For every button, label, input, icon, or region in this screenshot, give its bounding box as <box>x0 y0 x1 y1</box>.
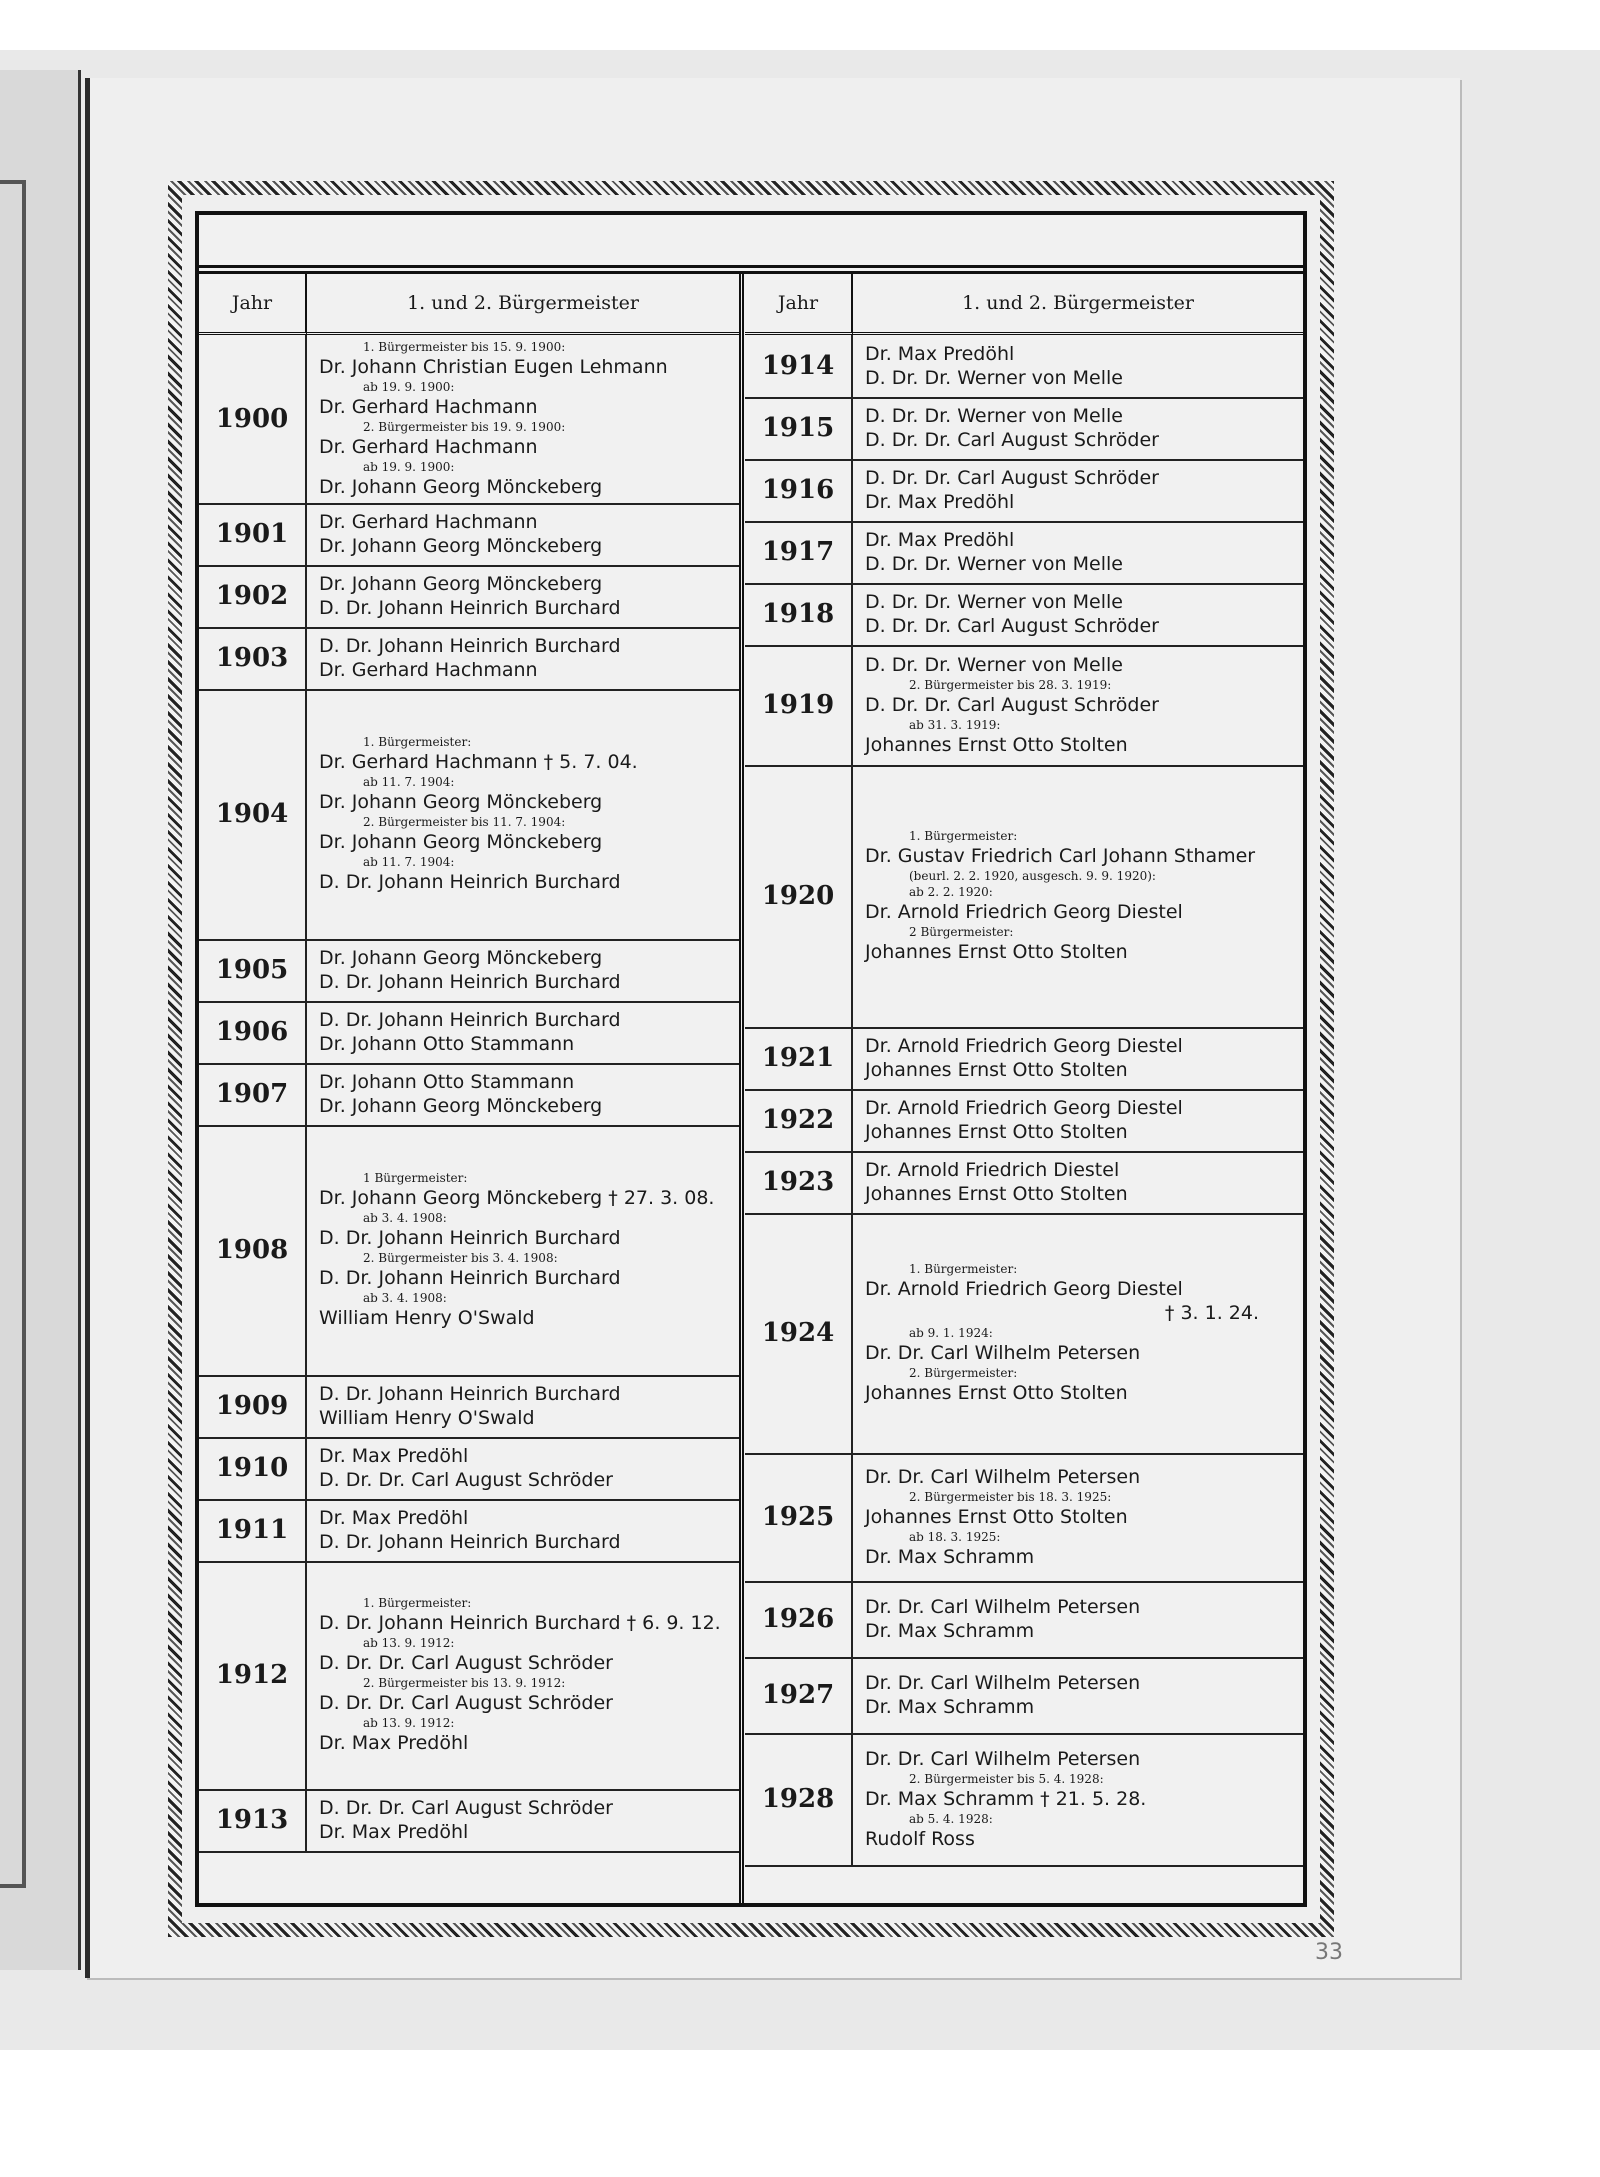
mayor-name: Johannes Ernst Otto Stolten <box>865 941 1128 963</box>
year-cell: 1911 <box>199 1499 307 1561</box>
mayor-name: Dr. Dr. Carl Wilhelm Petersen <box>865 1342 1141 1364</box>
mayor-name: D. Dr. Johann Heinrich Burchard <box>319 871 621 893</box>
year-cell: 1918 <box>745 583 853 645</box>
mayor-name: Dr. Johann Georg Mönckeberg <box>319 791 603 813</box>
mayors-cell <box>865 1657 1299 1733</box>
mayor-name: D. Dr. Dr. Carl August Schröder <box>865 467 1159 489</box>
mayors-cell <box>319 627 735 689</box>
table-row <box>199 565 739 629</box>
mayors-cell <box>865 583 1299 645</box>
year-cell: 1904 <box>199 689 307 939</box>
mayors-cell <box>319 1001 735 1063</box>
mayor-name: Dr. Max Schramm <box>865 1546 1035 1568</box>
year-cell: 1914 <box>745 335 853 397</box>
mayor-name: William Henry O'Swald <box>319 1407 535 1429</box>
mayor-name: D. Dr. Dr. Carl August Schröder <box>319 1692 613 1714</box>
table-row <box>199 1063 739 1127</box>
mayor-name: D. Dr. Johann Heinrich Burchard <box>319 1009 621 1031</box>
title-band <box>199 215 1303 268</box>
mayor-name: Dr. Johann Georg Mönckeberg <box>319 831 603 853</box>
year-cell: 1919 <box>745 645 853 765</box>
table-row <box>745 521 1303 585</box>
date-note: 2. Bürgermeister bis 13. 9. 1912: <box>363 1676 566 1690</box>
table-row <box>745 1213 1303 1455</box>
mayors-cell <box>865 521 1299 583</box>
mayor-name: D. Dr. Dr. Carl August Schröder <box>865 615 1159 637</box>
table-row <box>745 1151 1303 1215</box>
mayors-column-header: 1. und 2. Bürgermeister <box>853 274 1303 335</box>
mayor-name: Dr. Dr. Carl Wilhelm Petersen <box>865 1596 1141 1618</box>
mayor-name: Dr. Arnold Friedrich Georg Diestel <box>865 1278 1183 1300</box>
mayor-name: Johannes Ernst Otto Stolten <box>865 1121 1128 1143</box>
mayor-name: D. Dr. Johann Heinrich Burchard <box>319 1227 621 1249</box>
mayor-name: D. Dr. Dr. Werner von Melle <box>865 367 1123 389</box>
mayor-name: D. Dr. Dr. Werner von Melle <box>865 553 1123 575</box>
mayor-name: Dr. Gerhard Hachmann <box>319 659 538 681</box>
mayor-name: Dr. Johann Georg Mönckeberg <box>319 1095 603 1117</box>
year-column-header: Jahr <box>745 274 853 335</box>
date-note: (beurl. 2. 2. 1920, ausgesch. 9. 9. 1920): <box>909 869 1156 883</box>
mayors-cell <box>319 1063 735 1125</box>
table-row <box>745 1733 1303 1867</box>
year-cell: 1927 <box>745 1657 853 1733</box>
mayor-name: Dr. Max Predöhl <box>865 529 1015 551</box>
date-note: 1. Bürgermeister: <box>909 829 1018 843</box>
mayors-cell <box>319 689 735 939</box>
mayor-name: Dr. Max Predöhl <box>319 1732 469 1754</box>
date-note: 2. Bürgermeister: <box>909 1366 1018 1380</box>
mayor-name: D. Dr. Johann Heinrich Burchard <box>319 971 621 993</box>
mayor-name: Dr. Gerhard Hachmann <box>319 436 538 458</box>
mayors-cell <box>865 1581 1299 1657</box>
mayor-name: Dr. Arnold Friedrich Georg Diestel <box>865 1035 1183 1057</box>
year-cell: 1917 <box>745 521 853 583</box>
year-cell: 1902 <box>199 565 307 627</box>
year-cell: 1908 <box>199 1125 307 1375</box>
year-cell: 1926 <box>745 1581 853 1657</box>
mayor-name: D. Dr. Dr. Carl August Schröder <box>319 1469 613 1491</box>
mayors-cell <box>319 1125 735 1375</box>
table-row <box>199 1561 739 1791</box>
date-note: 1. Bürgermeister: <box>909 1262 1018 1276</box>
date-note: 2. Bürgermeister bis 18. 3. 1925: <box>909 1490 1112 1504</box>
year-cell: 1909 <box>199 1375 307 1437</box>
year-cell: 1906 <box>199 1001 307 1063</box>
year-cell: 1922 <box>745 1089 853 1151</box>
mayor-name: D. Dr. Dr. Werner von Melle <box>865 591 1123 613</box>
mayor-name: Dr. Gustav Friedrich Carl Johann Sthamer <box>865 845 1256 867</box>
table-row <box>199 1001 739 1065</box>
mayor-name: D. Dr. Dr. Carl August Schröder <box>319 1797 613 1819</box>
mayor-name: Dr. Johann Georg Mönckeberg † 27. 3. 08. <box>319 1187 715 1209</box>
mayor-name: D. Dr. Johann Heinrich Burchard † 6. 9. 12. <box>319 1612 721 1634</box>
mayor-name: D. Dr. Dr. Werner von Melle <box>865 654 1123 676</box>
document-page <box>85 78 1460 1978</box>
mayors-cell <box>319 1437 735 1499</box>
year-cell: 1920 <box>745 765 853 1027</box>
mayor-name: D. Dr. Johann Heinrich Burchard <box>319 1267 621 1289</box>
date-note: 2. Bürgermeister bis 3. 4. 1908: <box>363 1251 558 1265</box>
year-cell: 1925 <box>745 1453 853 1581</box>
date-note: ab 3. 4. 1908: <box>363 1291 447 1305</box>
table-row <box>199 939 739 1003</box>
date-note: 2. Bürgermeister bis 5. 4. 1928: <box>909 1772 1104 1786</box>
date-note: ab 11. 7. 1904: <box>363 855 455 869</box>
mayor-name: D. Dr. Johann Heinrich Burchard <box>319 1531 621 1553</box>
table-row <box>199 503 739 567</box>
table-row <box>745 645 1303 767</box>
mayor-name: Dr. Johann Otto Stammann <box>319 1071 575 1093</box>
table-row <box>199 1437 739 1501</box>
mayor-name: Dr. Dr. Carl Wilhelm Petersen <box>865 1748 1141 1770</box>
date-note: ab 19. 9. 1900: <box>363 380 455 394</box>
mayor-name: Dr. Gerhard Hachmann <box>319 511 538 533</box>
table-row <box>745 1027 1303 1091</box>
table-row <box>199 627 739 691</box>
date-note: 1. Bürgermeister: <box>363 1596 472 1610</box>
date-note: ab 31. 3. 1919: <box>909 718 1001 732</box>
mayor-name: Dr. Johann Christian Eugen Lehmann <box>319 356 668 378</box>
year-cell: 1923 <box>745 1151 853 1213</box>
year-cell: 1910 <box>199 1437 307 1499</box>
mayor-name: Dr. Arnold Friedrich Georg Diestel <box>865 901 1183 923</box>
right-column-group <box>745 274 1303 1903</box>
date-note: 2. Bürgermeister bis 28. 3. 1919: <box>909 678 1112 692</box>
mayors-cell <box>865 397 1299 459</box>
mayors-cell <box>865 459 1299 521</box>
table-frame <box>195 211 1307 1907</box>
mayors-column-header: 1. und 2. Bürgermeister <box>307 274 739 335</box>
year-cell: 1916 <box>745 459 853 521</box>
table-row <box>199 1499 739 1563</box>
mayors-cell <box>319 939 735 1001</box>
table-row <box>745 459 1303 523</box>
table-row <box>745 397 1303 461</box>
mayor-name: D. Dr. Johann Heinrich Burchard <box>319 597 621 619</box>
table-row <box>745 1657 1303 1735</box>
date-note: 1 Bürgermeister: <box>363 1171 468 1185</box>
mayor-name: Johannes Ernst Otto Stolten <box>865 1183 1128 1205</box>
year-cell: 1903 <box>199 627 307 689</box>
mayor-name: Dr. Johann Georg Mönckeberg <box>319 947 603 969</box>
table-row <box>745 335 1303 399</box>
date-note: 2 Bürgermeister: <box>909 925 1014 939</box>
year-cell: 1924 <box>745 1213 853 1453</box>
date-note: 1. Bürgermeister bis 15. 9. 1900: <box>363 340 566 354</box>
year-cell: 1915 <box>745 397 853 459</box>
date-note: ab 13. 9. 1912: <box>363 1636 455 1650</box>
year-cell: 1901 <box>199 503 307 565</box>
date-note: ab 2. 2. 1920: <box>909 885 993 899</box>
mayor-name: Dr. Arnold Friedrich Georg Diestel <box>865 1097 1183 1119</box>
mayor-name: Dr. Dr. Carl Wilhelm Petersen <box>865 1672 1141 1694</box>
mayors-cell <box>319 1561 735 1789</box>
date-note: 1. Bürgermeister: <box>363 735 472 749</box>
mayor-name: Dr. Johann Georg Mönckeberg <box>319 535 603 557</box>
mayors-cell <box>865 1027 1299 1089</box>
mayors-cell <box>865 1213 1299 1453</box>
mayor-name: Dr. Gerhard Hachmann <box>319 396 538 418</box>
left-column-group <box>199 274 744 1903</box>
mayor-name: Dr. Max Schramm <box>865 1620 1035 1642</box>
year-cell: 1905 <box>199 939 307 1001</box>
date-note: ab 13. 9. 1912: <box>363 1716 455 1730</box>
date-note: ab 9. 1. 1924: <box>909 1326 993 1340</box>
mayor-name: Rudolf Ross <box>865 1828 975 1850</box>
mayors-cell <box>865 1733 1299 1865</box>
mayor-name: † 3. 1. 24. <box>1164 1302 1259 1324</box>
year-cell: 1912 <box>199 1561 307 1789</box>
mayor-name: Dr. Max Schramm † 21. 5. 28. <box>865 1788 1147 1810</box>
mayors-cell <box>865 1453 1299 1581</box>
date-note: ab 5. 4. 1928: <box>909 1812 993 1826</box>
mayors-cell <box>319 335 735 503</box>
mayor-name: Johannes Ernst Otto Stolten <box>865 1506 1128 1528</box>
year-cell: 1928 <box>745 1733 853 1865</box>
mayors-cell <box>865 335 1299 397</box>
mayors-cell <box>319 1499 735 1561</box>
mayor-name: Dr. Max Schramm <box>865 1696 1035 1718</box>
date-note: ab 19. 9. 1900: <box>363 460 455 474</box>
table-row <box>199 1789 739 1853</box>
mayor-name: William Henry O'Swald <box>319 1307 535 1329</box>
mayor-name: Dr. Max Predöhl <box>319 1507 469 1529</box>
mayor-name: Dr. Gerhard Hachmann † 5. 7. 04. <box>319 751 638 773</box>
mayor-name: Johannes Ernst Otto Stolten <box>865 1382 1128 1404</box>
page-number: 33 <box>1315 1940 1343 1965</box>
table-row <box>745 765 1303 1029</box>
date-note: ab 11. 7. 1904: <box>363 775 455 789</box>
mayor-name: Dr. Johann Georg Mönckeberg <box>319 573 603 595</box>
date-note: ab 3. 4. 1908: <box>363 1211 447 1225</box>
table-row <box>745 583 1303 647</box>
table-row <box>199 1125 739 1377</box>
mayor-name: Dr. Max Predöhl <box>865 343 1015 365</box>
mayor-name: Dr. Max Predöhl <box>319 1821 469 1843</box>
mayor-name: D. Dr. Johann Heinrich Burchard <box>319 1383 621 1405</box>
table-row <box>199 335 739 505</box>
table-row <box>745 1453 1303 1583</box>
mayors-cell <box>865 1089 1299 1151</box>
mayor-name: Dr. Johann Georg Mönckeberg <box>319 476 603 498</box>
date-note: ab 18. 3. 1925: <box>909 1530 1001 1544</box>
mayors-table <box>199 271 1303 1903</box>
mayor-name: Johannes Ernst Otto Stolten <box>865 734 1128 756</box>
mayors-cell <box>319 1375 735 1437</box>
mayor-name: D. Dr. Dr. Carl August Schröder <box>865 694 1159 716</box>
mayor-name: Dr. Max Predöhl <box>865 491 1015 513</box>
ornamental-frame <box>168 181 1334 1937</box>
mayors-cell <box>319 565 735 627</box>
year-cell: 1913 <box>199 1789 307 1851</box>
year-cell: 1900 <box>199 335 307 503</box>
mayor-name: Dr. Dr. Carl Wilhelm Petersen <box>865 1466 1141 1488</box>
year-cell: 1907 <box>199 1063 307 1125</box>
mayor-name: Dr. Johann Otto Stammann <box>319 1033 575 1055</box>
mayor-name: D. Dr. Dr. Carl August Schröder <box>865 429 1159 451</box>
mayor-name: D. Dr. Dr. Werner von Melle <box>865 405 1123 427</box>
facing-page-edge <box>0 70 81 1970</box>
mayor-name: Johannes Ernst Otto Stolten <box>865 1059 1128 1081</box>
mayors-cell <box>865 1151 1299 1213</box>
date-note: 2. Bürgermeister bis 19. 9. 1900: <box>363 420 566 434</box>
table-row <box>199 1375 739 1439</box>
year-column-header: Jahr <box>199 274 307 335</box>
mayors-cell <box>319 503 735 565</box>
table-row <box>745 1089 1303 1153</box>
table-row <box>745 1581 1303 1659</box>
mayors-cell <box>865 645 1299 765</box>
mayor-name: D. Dr. Johann Heinrich Burchard <box>319 635 621 657</box>
mayors-cell <box>319 1789 735 1851</box>
year-cell: 1921 <box>745 1027 853 1089</box>
mayors-cell <box>865 765 1299 1027</box>
date-note: 2. Bürgermeister bis 11. 7. 1904: <box>363 815 566 829</box>
mayor-name: Dr. Max Predöhl <box>319 1445 469 1467</box>
table-row <box>199 689 739 941</box>
mayor-name: D. Dr. Dr. Carl August Schröder <box>319 1652 613 1674</box>
mayor-name: Dr. Arnold Friedrich Diestel <box>865 1159 1120 1181</box>
facing-page-border <box>0 180 26 1888</box>
